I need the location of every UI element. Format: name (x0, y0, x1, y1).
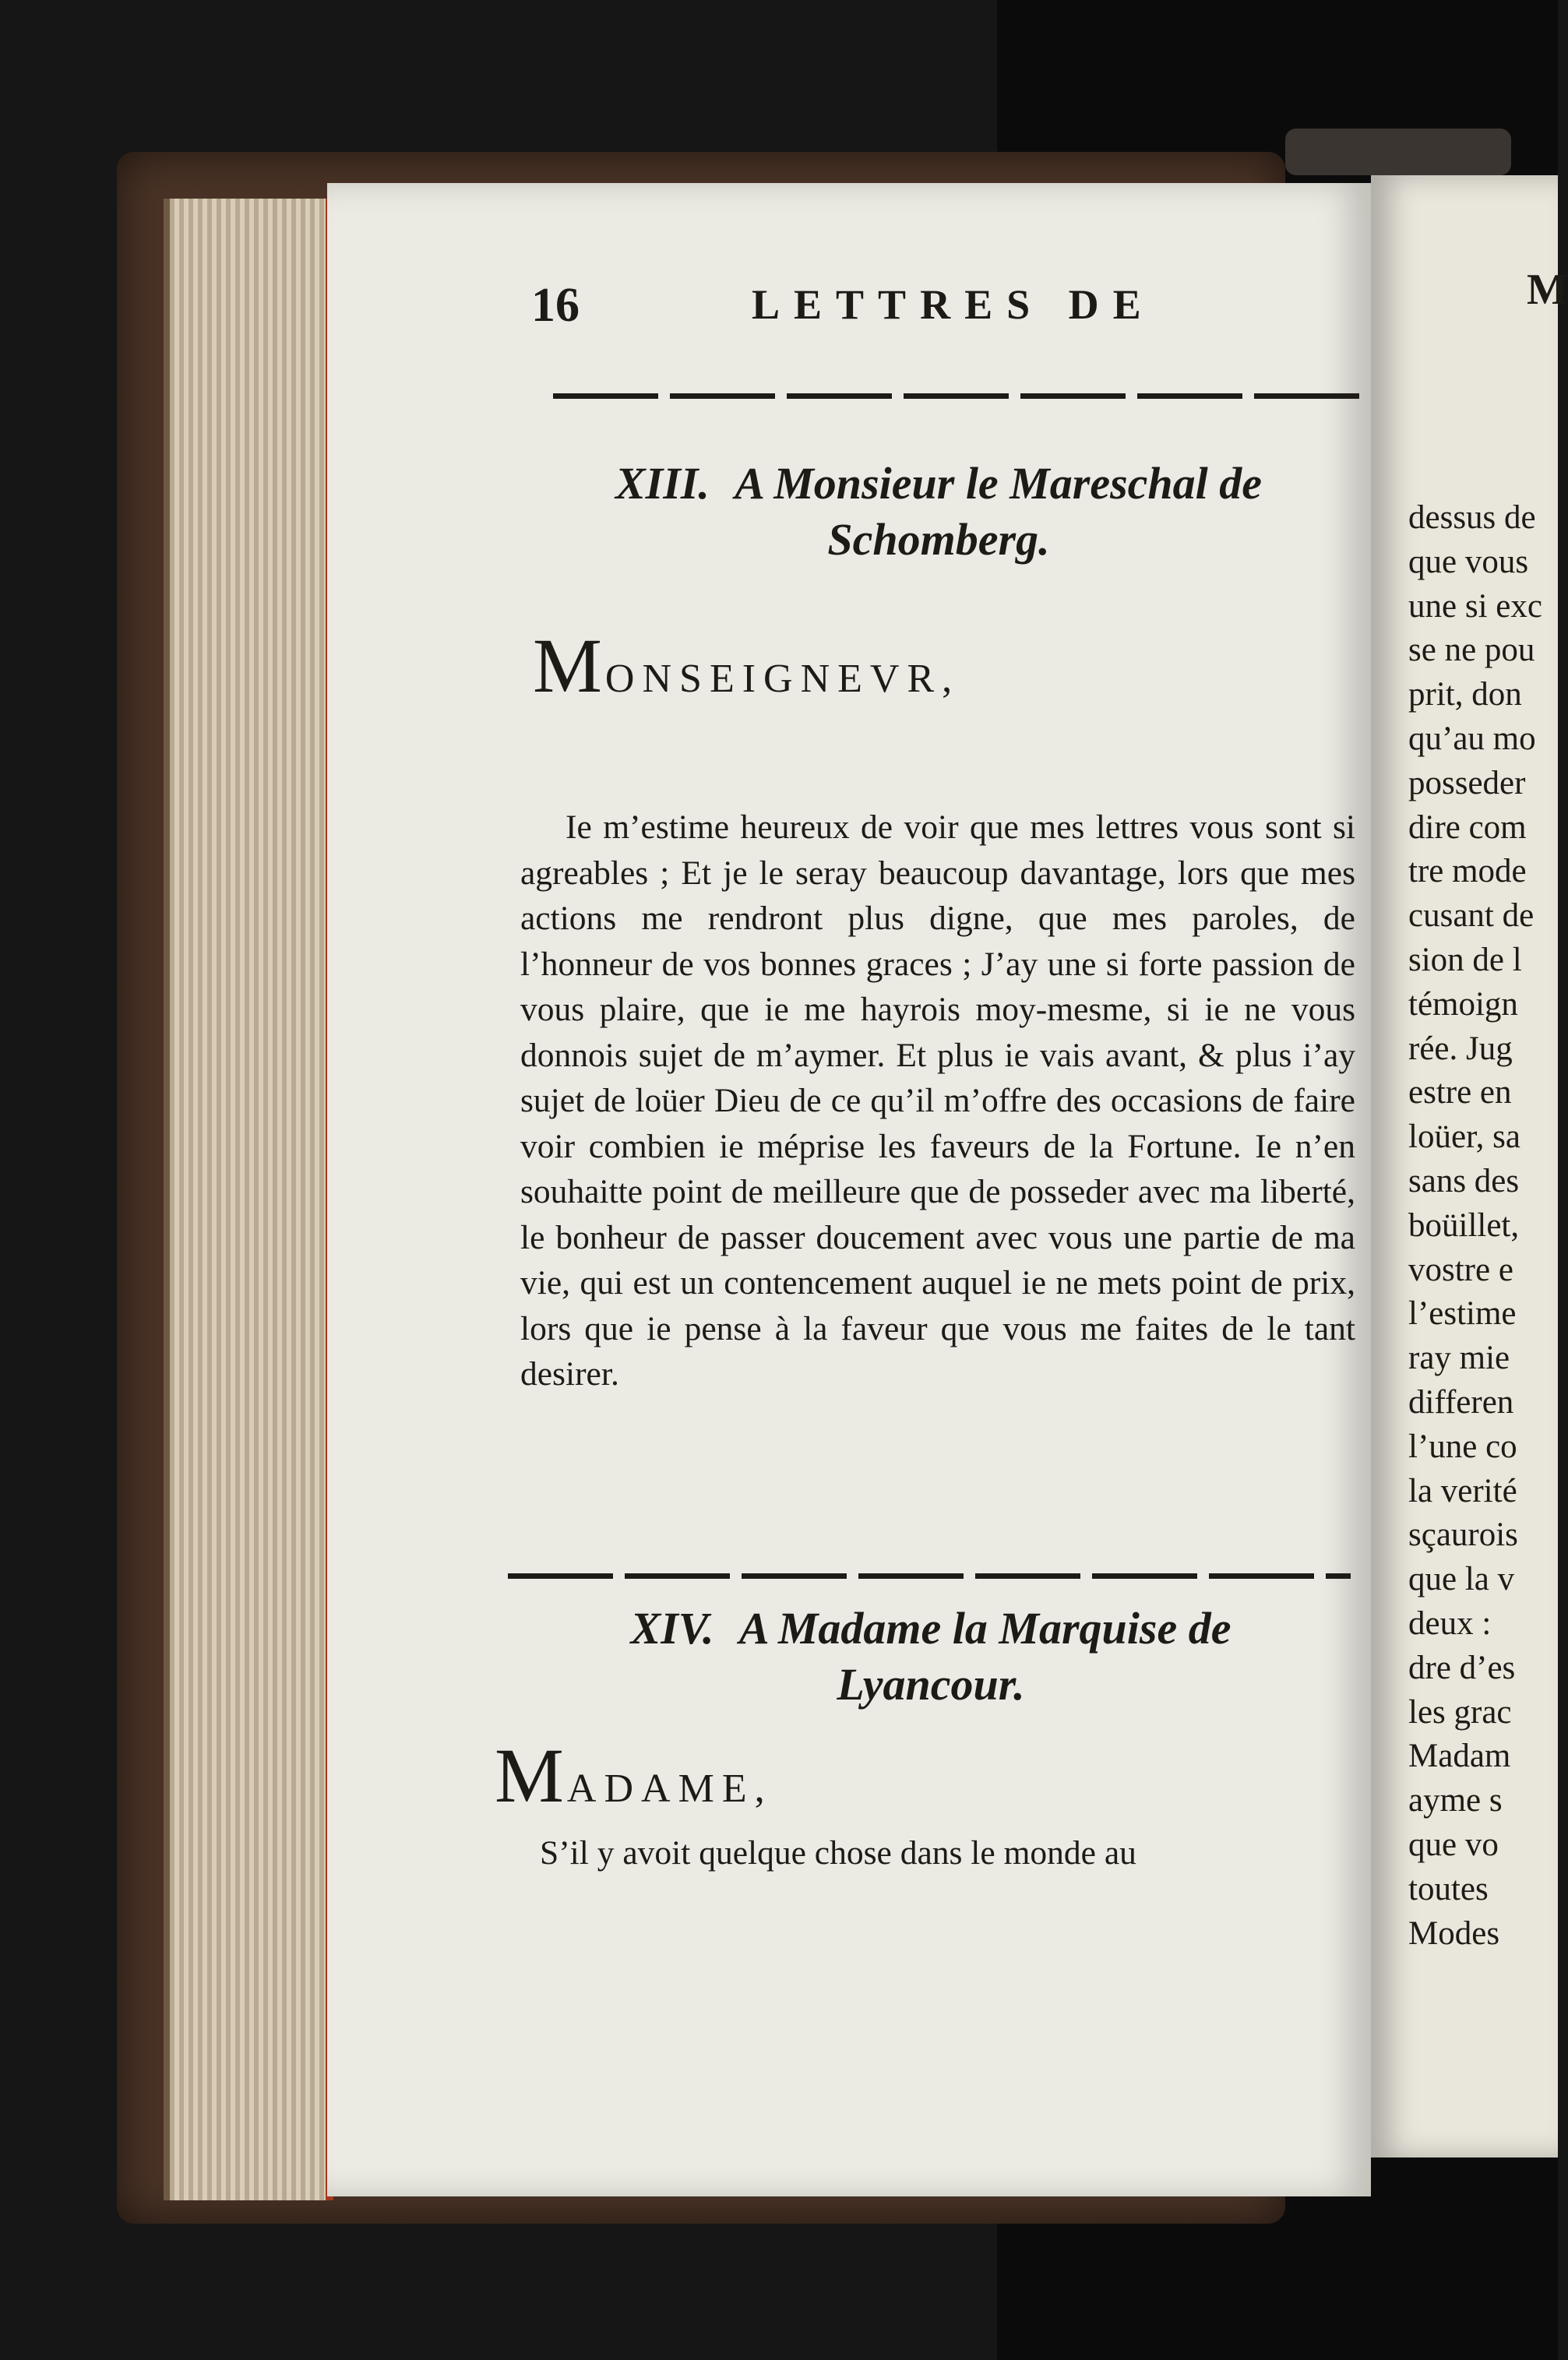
drop-initial: M (495, 1732, 567, 1819)
text-line: ayme s (1408, 1782, 1503, 1819)
text-line: qu’au mo (1408, 720, 1536, 757)
text-line: loüer, sa (1408, 1118, 1520, 1156)
text-line: rée. Jug (1408, 1030, 1513, 1067)
letter-13-body: Ie m’estime heureux de voir que mes lettres vous sont si agreables ; Et je le seray beaucoup davantage, lors que mes actions me rendront plus digne, que mes paroles, de l’honneur de vos bonnes graces ; J’ay une si forte passion de vous plaire, que ie me hayrois moy-mesme, si ie ne vous donnois sujet de m’aymer. Et plus ie vais avant, & plus i’ay sujet de loüer Dieu de ce qu’il m’offre des occasions de faire voir combien ie méprise les faveurs de la Fortune. Ie n’en souhaitte point de meilleure que de posseder avec ma liberté, le bonheur de passer doucement avec vous une partie de ma vie, qui est un contencement auquel ie ne mets point de prix, lors que ie pense à la faveur que vous me faites de le tant desirer. (520, 808, 1355, 1393)
text-line: cusant de (1408, 897, 1535, 935)
letter-13-heading (530, 456, 1348, 568)
text-line: la verité (1408, 1472, 1517, 1509)
text-line: posseder (1408, 764, 1526, 801)
drop-initial: M (533, 622, 605, 709)
ornamental-rule-middle (508, 1573, 1351, 1579)
letter-13-recipient-line1: A Monsieur le Mareschal de (735, 458, 1262, 509)
page-block-edges (164, 199, 333, 2200)
text-line: prit, don (1408, 676, 1522, 713)
text-line: les grac (1408, 1693, 1512, 1731)
text-line: toutes (1408, 1870, 1489, 1907)
text-line: deux : (1408, 1604, 1492, 1642)
salutation-text: ONSEIGNEVR, (604, 657, 960, 701)
text-line: l’estime (1408, 1295, 1517, 1333)
letter-14-salutation (495, 1732, 773, 1819)
left-page (327, 183, 1371, 2196)
running-head: LETTRES DE (752, 281, 1155, 328)
text-line: tre mode (1408, 853, 1527, 890)
book-cover-edge (1285, 129, 1511, 175)
text-line: dessus de (1408, 499, 1536, 536)
text-line: que vous (1408, 543, 1529, 580)
right-page (1371, 175, 1568, 2157)
letter-14-first-line: S’il y avoit quelque chose dans le monde au (540, 1834, 1136, 1872)
text-line: sçaurois (1408, 1516, 1518, 1554)
text-line: se ne pou (1408, 632, 1535, 669)
text-line: sans des (1408, 1162, 1520, 1199)
right-running-head: M (1527, 266, 1568, 314)
text-line: Madam (1408, 1738, 1511, 1775)
text-line: une si exc (1408, 587, 1542, 625)
letter-13-recipient-line2: Schomberg. (827, 514, 1050, 565)
text-line: dre d’es (1408, 1649, 1516, 1686)
text-line: ray mie (1408, 1340, 1510, 1377)
right-page-text (1408, 496, 1542, 1956)
letter-14-recipient-line2: Lyancour. (837, 1659, 1025, 1710)
text-line: boüillet, (1408, 1206, 1520, 1244)
text-line: l’une co (1408, 1428, 1517, 1465)
letter-14-number: XIV. (630, 1603, 714, 1654)
salutation-text: ADAME, (566, 1766, 773, 1811)
letter-14-recipient-line1: A Madame la Marquise de (738, 1603, 1231, 1654)
text-line: que la v (1408, 1561, 1515, 1598)
page-number: 16 (531, 279, 580, 332)
text-line: Modes (1408, 1914, 1500, 1952)
text-line: estre en (1408, 1074, 1512, 1111)
text-line: témoign (1408, 985, 1518, 1023)
text-line: que vo (1408, 1826, 1499, 1863)
text-line: sion de l (1408, 941, 1522, 978)
ornamental-rule-top (553, 393, 1367, 399)
letter-14-heading (499, 1601, 1363, 1713)
text-line: dire com (1408, 808, 1527, 846)
letter-13-salutation (533, 622, 960, 709)
text-line: vostre e (1408, 1251, 1513, 1288)
letter-13-number: XIII. (615, 458, 710, 509)
text-line: differen (1408, 1383, 1514, 1421)
